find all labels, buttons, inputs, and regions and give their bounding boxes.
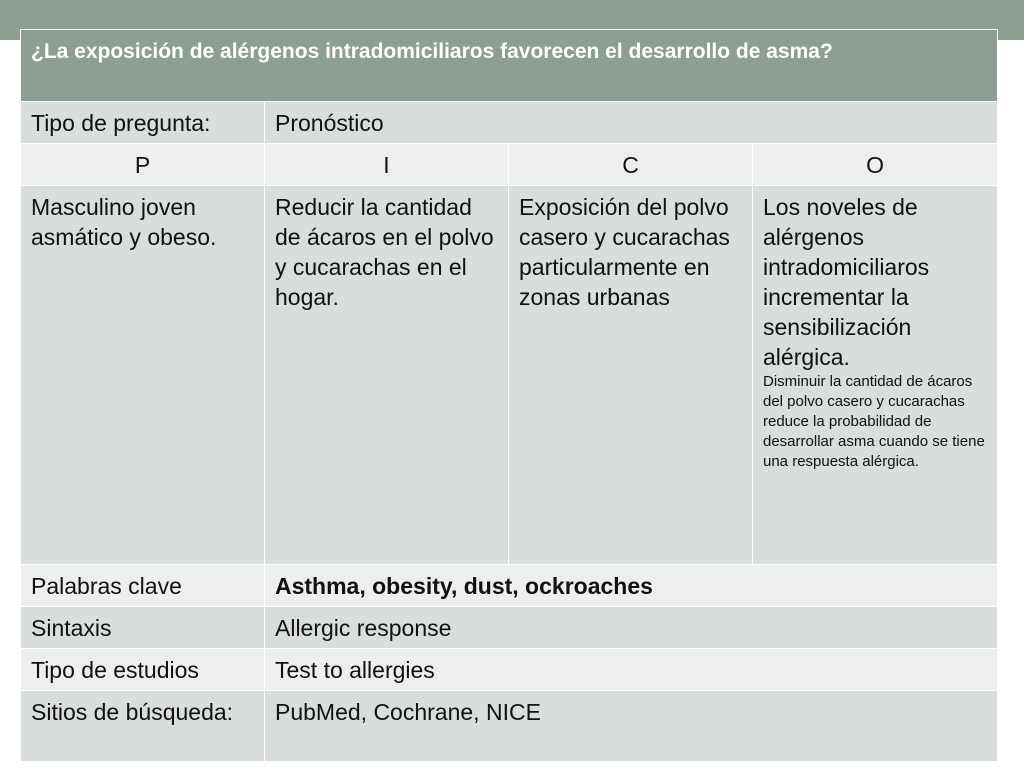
pico-o-note: Disminuir la cantidad de ácaros del polvo casero y cucarachas reduce la probabilidad de desarrollar asma cuando se tiene una respuesta alérgica. — [763, 373, 985, 470]
syntax-row — [21, 607, 998, 649]
keywords-row — [21, 565, 998, 607]
question-type-row — [21, 102, 998, 144]
question-type-label: Tipo de pregunta: — [21, 102, 265, 144]
question-type-value: Pronóstico — [265, 102, 998, 144]
search-sites-row — [21, 691, 998, 762]
pico-table — [20, 29, 998, 762]
pico-header-p: P — [21, 144, 265, 186]
study-type-value: Test to allergies — [265, 649, 998, 691]
pico-cell-i: Reducir la cantidad de ácaros en el polvo y cucarachas en el hogar. — [265, 186, 509, 565]
pico-cell-c: Exposición del polvo casero y cucarachas particularmente en zonas urbanas — [509, 186, 753, 565]
pico-header-c: C — [509, 144, 753, 186]
pico-o-main: Los noveles de alérgenos intradomiciliaros incrementar la sensibilización alérgica. — [763, 194, 930, 370]
study-type-row — [21, 649, 998, 691]
pico-cell-p: Masculino joven asmático y obeso. — [21, 186, 265, 565]
search-sites-value: PubMed, Cochrane, NICE — [265, 691, 998, 762]
syntax-value: Allergic response — [265, 607, 998, 649]
pico-content-row — [21, 186, 998, 565]
keywords-label: Palabras clave — [21, 565, 265, 607]
question-row — [21, 30, 998, 102]
pico-header-o: O — [753, 144, 998, 186]
keywords-value: Asthma, obesity, dust, ockroaches — [265, 565, 998, 607]
search-sites-label: Sitios de búsqueda: — [21, 691, 265, 762]
study-type-label: Tipo de estudios — [21, 649, 265, 691]
pico-header-row — [21, 144, 998, 186]
question-title: ¿La exposición de alérgenos intradomiciliaros favorecen el desarrollo de asma? — [21, 30, 998, 102]
pico-cell-o — [753, 186, 998, 565]
pico-header-i: I — [265, 144, 509, 186]
syntax-label: Sintaxis — [21, 607, 265, 649]
